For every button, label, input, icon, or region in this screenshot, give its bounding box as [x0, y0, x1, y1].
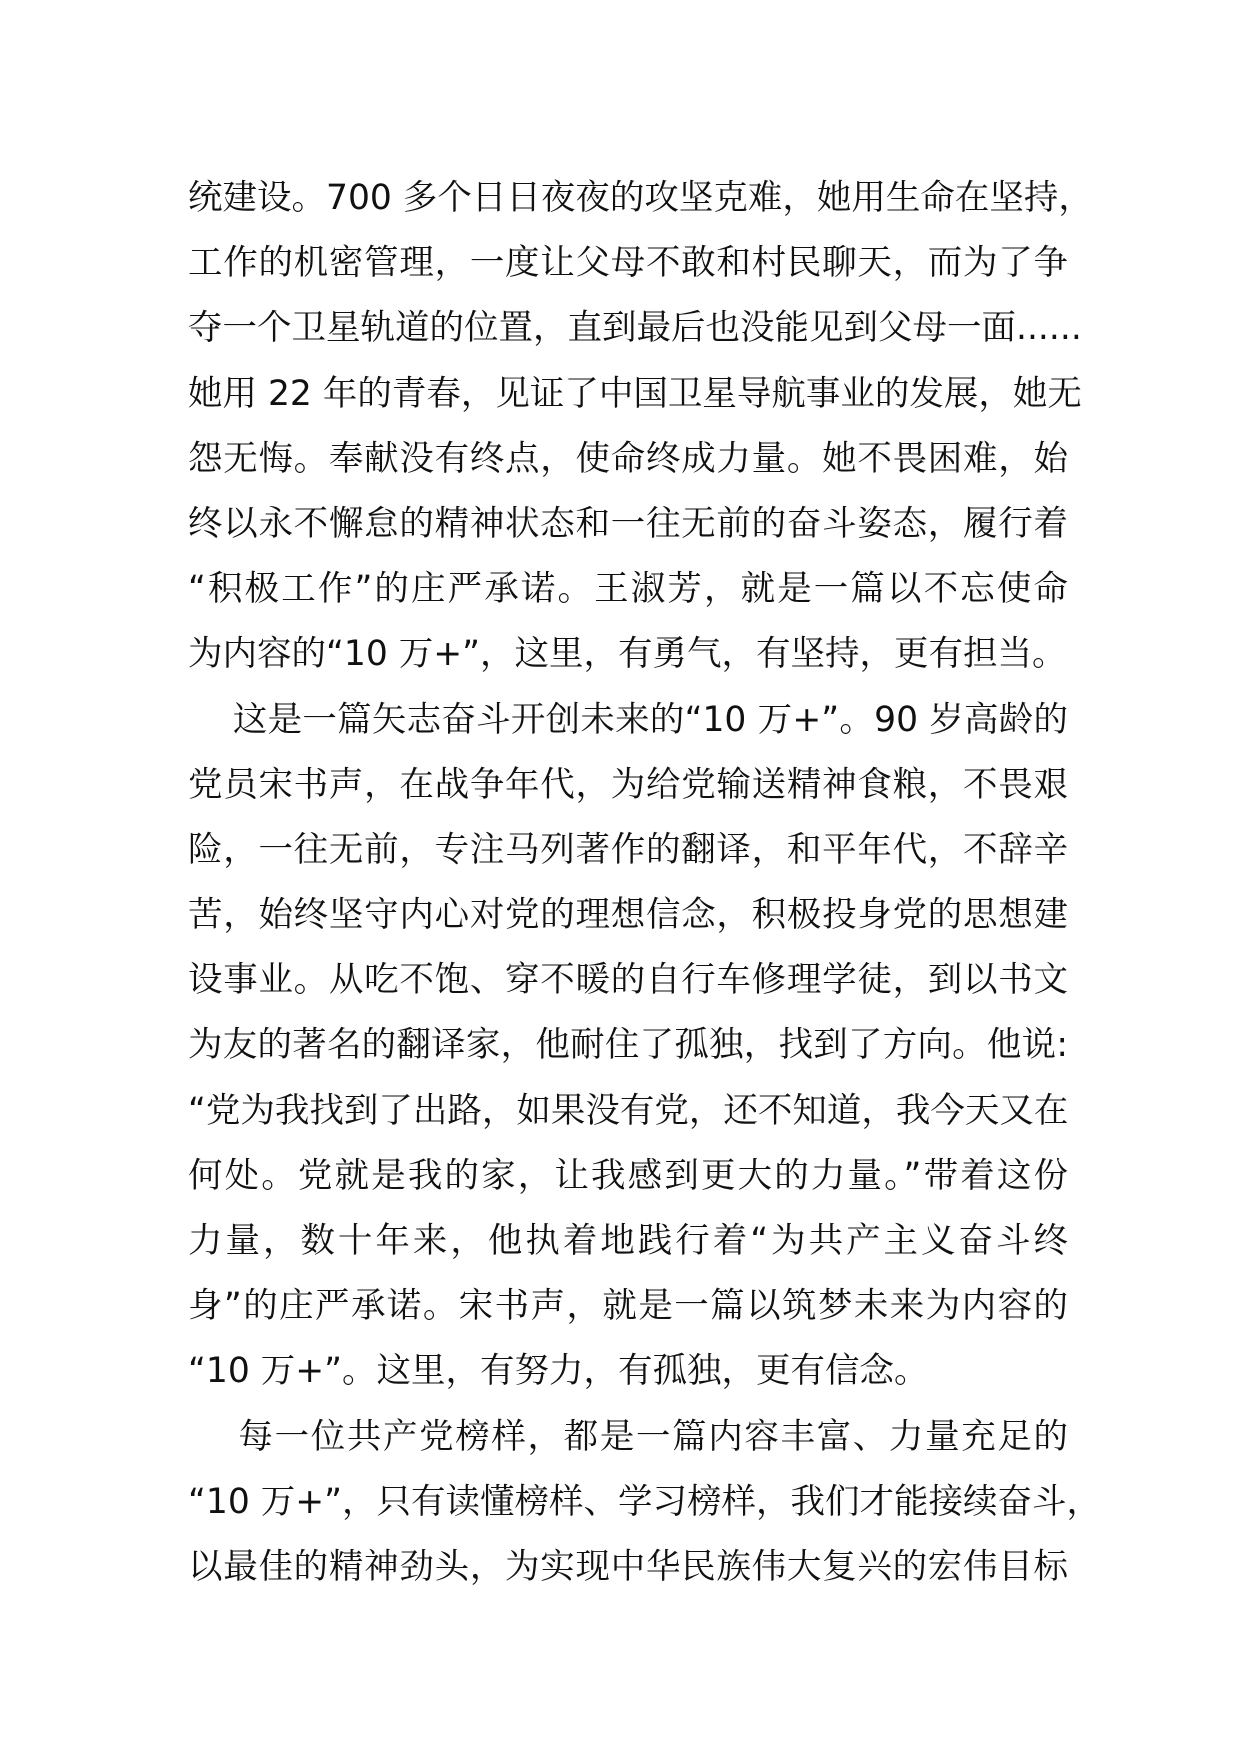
- text-line: 终以永不懈怠的精神状态和一往无前的奋斗姿态，履行着: [188, 503, 1068, 544]
- text-line: 夺一个卫星轨道的位置，直到最后也没能见到父母一面......: [188, 308, 1082, 349]
- text-line: 设事业。从吃不饱、穿不暖的自行车修理学徒，到以书文: [188, 960, 1068, 1001]
- text-line: 苦，始终坚守内心对党的理想信念，积极投身党的思想建: [188, 895, 1068, 936]
- text-line: 统建设。700 多个日日夜夜的攻坚克难，她用生命在坚持，: [188, 178, 1093, 218]
- text-line: “党为我找到了出路，如果没有党，还不知道，我今天又在: [188, 1090, 1069, 1131]
- text-line: 怨无悔。奉献没有终点，使命终成力量。她不畏困难，始: [188, 438, 1068, 479]
- text-line: 身”的庄严承诺。宋书声，就是一篇以筑梦未来为内容的: [188, 1286, 1068, 1327]
- text-line: “10 万+”。这里，有努力，有孤独，更有信念。: [188, 1351, 929, 1392]
- text-line: 党员宋书声，在战争年代，为给党输送精神食粮，不畏艰: [188, 764, 1068, 805]
- text-line: 为友的著名的翻译家，他耐住了孤独，找到了方向。他说:: [188, 1025, 1068, 1066]
- text-line: 每一位共产党榜样，都是一篇内容丰富、力量充足的: [188, 1416, 1068, 1457]
- text-line: 何处。党就是我的家，让我感到更大的力量。”带着这份: [188, 1155, 1068, 1196]
- text-line: “10 万+”，只有读懂榜样、学习榜样，我们才能接续奋斗，: [188, 1481, 1102, 1522]
- text-line: 为内容的“10 万+”，这里，有勇气，有坚持，更有担当。: [188, 634, 1067, 675]
- text-line: 力量，数十年来，他执着地践行着“为共产主义奋斗终: [188, 1221, 1068, 1261]
- text-line: 这是一篇矢志奋斗开创未来的“10 万+”。90 岁高龄的: [188, 699, 1068, 740]
- text-line: “积极工作”的庄严承诺。王淑芳，就是一篇以不忘使命: [188, 569, 1068, 610]
- text-line: 工作的机密管理，一度让父母不敢和村民聊天，而为了争: [188, 243, 1068, 284]
- body-text: [188, 166, 1102, 1600]
- text-line: 险，一往无前，专注马列著作的翻译，和平年代，不辞辛: [188, 829, 1068, 870]
- text-line: 以最佳的精神劲头，为实现中华民族伟大复兴的宏伟目标: [188, 1546, 1068, 1587]
- text-line: 她用 22 年的青春，见证了中国卫星导航事业的发展，她无: [188, 373, 1082, 414]
